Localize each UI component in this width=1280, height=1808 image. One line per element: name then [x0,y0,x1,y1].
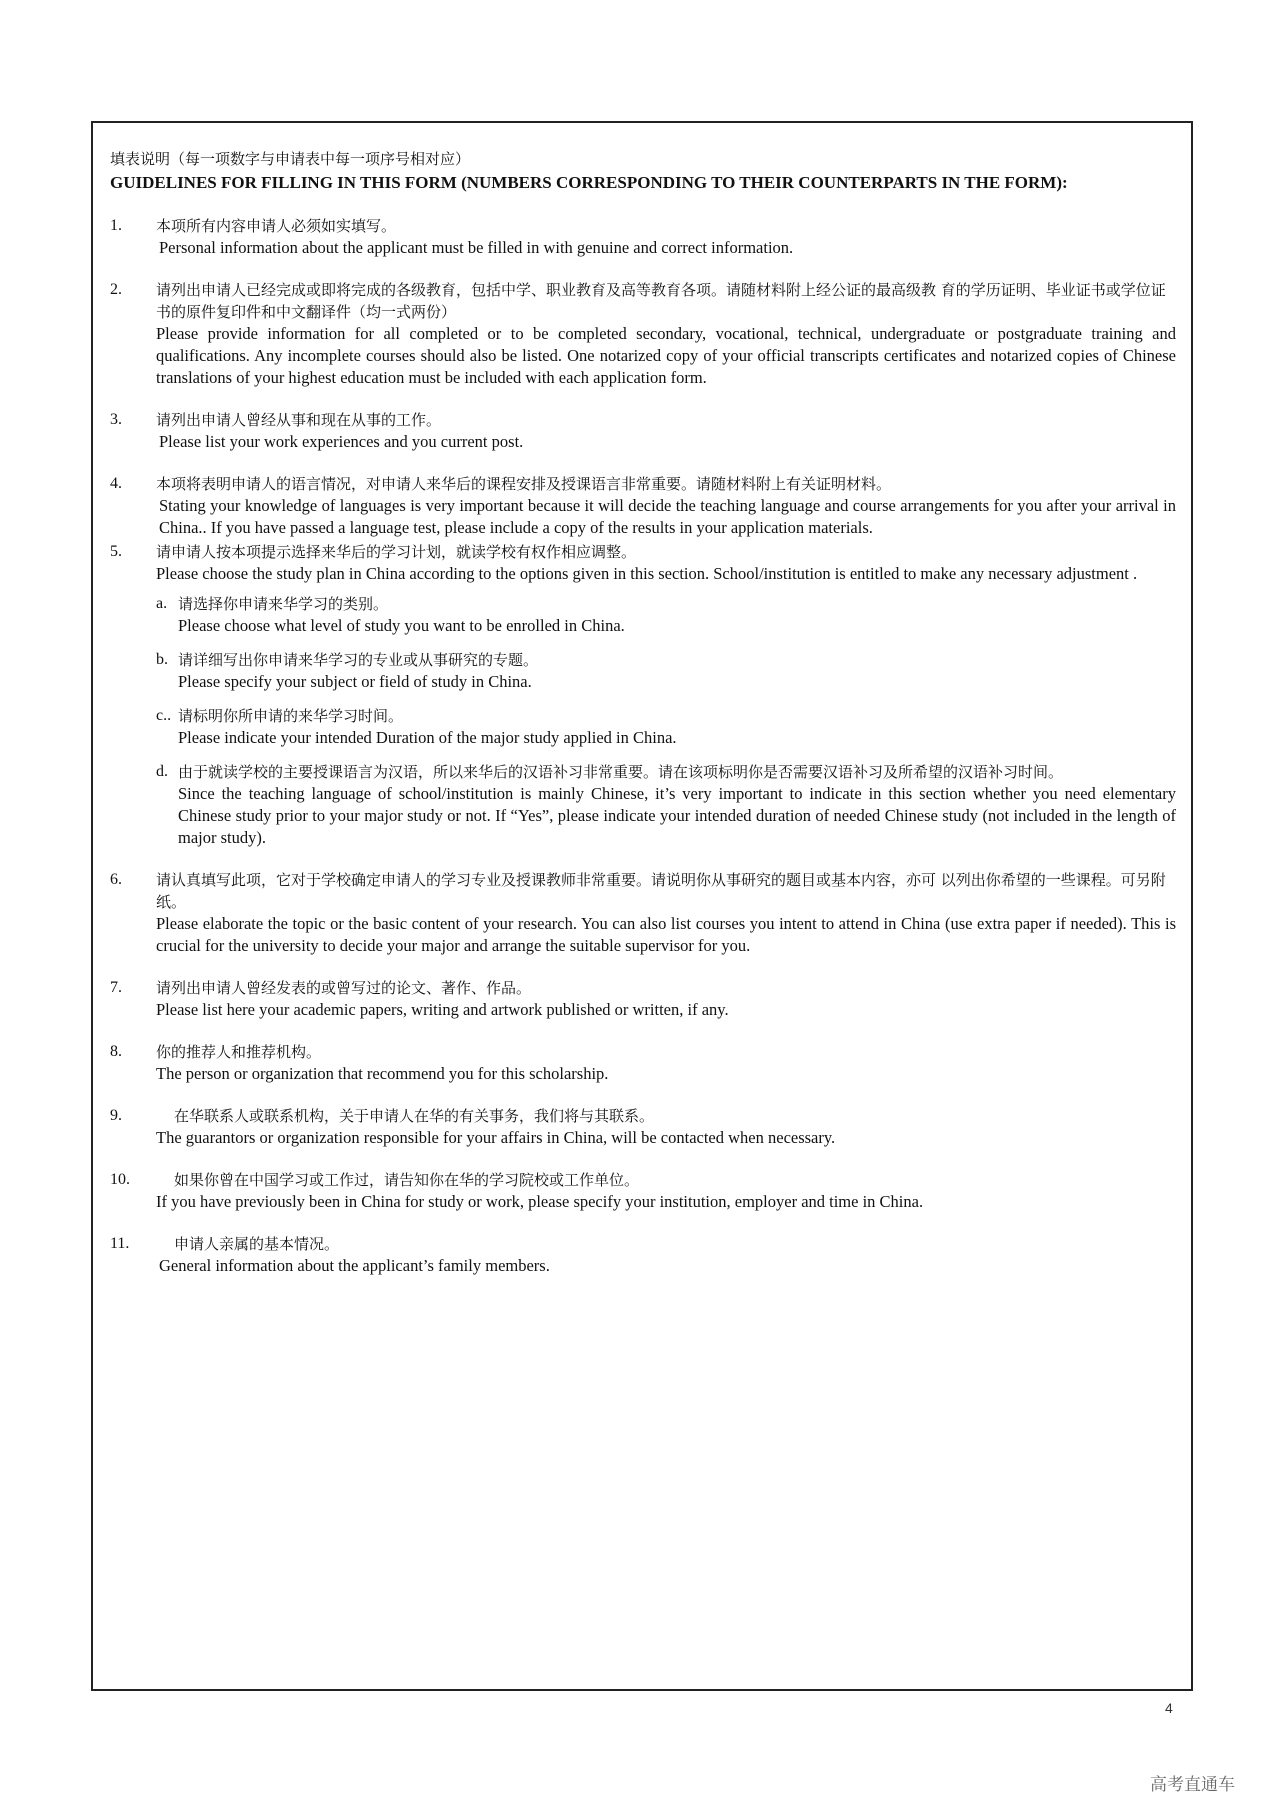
item-number: 11. [110,1235,130,1252]
item-text-cn: 本项所有内容申请人必须如实填写。 [156,217,397,235]
guideline-item-5 [110,541,1176,849]
item-text-cn: 请认真填写此项，它对于学校确定申请人的学习专业及授课教师非常重要。请说明你从事研究的题目或基本内容，亦可 以列出你希望的一些课程。可另附纸。 [156,871,1166,911]
item-number: 7. [110,979,122,996]
guidelines-frame [91,121,1193,1691]
item-text-cn: 请列出申请人已经完成或即将完成的各级教育，包括中学、职业教育及高等教育各项。请随材料附上经公证的最高级教 育的学历证明、毕业证书或学位证书的原件复印件和中文翻译件（均一式两份） [156,281,1166,321]
subitem-text-cn: 请详细写出你申请来华学习的专业或从事研究的专题。 [178,651,539,669]
item-text-en: The guarantors or organization responsible for your affairs in China, will be contacted when necessary. [156,1128,836,1147]
guideline-item-10 [110,1169,1176,1213]
subitem-c [156,705,1176,749]
item-number: 3. [110,411,122,428]
item-text-cn: 本项将表明申请人的语言情况，对申请人来华后的课程安排及授课语言非常重要。请随材料附上有关证明材料。 [156,475,892,493]
guideline-item-3 [110,409,1176,453]
watermark-text: 高考直通车 [1150,1775,1235,1795]
subitem-text-en: Please specify your subject or field of study in China. [178,672,532,691]
guideline-item-2 [110,279,1176,389]
item-number: 9. [110,1107,122,1124]
item-text-en: Please elaborate the topic or the basic content of your research. You can also list courses you intent to attend in China (use extra paper if needed). This is crucial for the university to decide your major and arrange the suitable supervisor for you. [156,914,1176,955]
item-text-en: Please choose the study plan in China according to the options given in this section. School/institution is entitled to make any necessary adjustment . [156,564,1138,583]
item-text-en: Please list here your academic papers, writing and artwork published or written, if any. [156,1000,729,1019]
subitem-a [156,593,1176,637]
subitem-text-en: Since the teaching language of school/institution is mainly Chinese, it’s very important to indicate in this section whether you need elementary Chinese study prior to your major study or not. If “Yes”, please indicate your intended duration of needed Chinese study (not included in the length of major study). [178,784,1176,847]
study-plan-subitems [156,593,1176,849]
item-text-en: Please list your work experiences and you current post. [159,432,524,451]
guidelines-title-cn: 填表说明（每一项数字与申请表中每一项序号相对应） [110,150,471,168]
guideline-item-1 [110,215,1176,259]
item-text-cn: 申请人亲属的基本情况。 [174,1235,340,1253]
item-number: 6. [110,871,122,888]
item-number: 1. [110,217,122,234]
item-number: 4. [110,475,122,492]
item-number: 5. [110,543,122,560]
item-text-cn: 请申请人按本项提示选择来华后的学习计划，就读学校有权作相应调整。 [156,543,637,561]
subitem-letter: d. [156,763,168,780]
item-text-cn: 在华联系人或联系机构，关于申请人在华的有关事务，我们将与其联系。 [174,1107,655,1125]
guideline-item-4 [110,473,1176,539]
subitem-letter: c.. [156,707,172,724]
item-text-en: If you have previously been in China for study or work, please specify your institution, employer and time in China. [156,1192,924,1211]
guidelines-title-en: GUIDELINES FOR FILLING IN THIS FORM (NUMBERS CORRESPONDING TO THEIR COUNTERPARTS IN THE FORM): [110,173,1068,192]
item-text-cn: 请列出申请人曾经从事和现在从事的工作。 [156,411,442,429]
item-number: 10. [110,1171,130,1188]
subitem-d [156,761,1176,849]
subitem-b [156,649,1176,693]
item-text-en: The person or organization that recommend you for this scholarship. [156,1064,609,1083]
guideline-item-6 [110,869,1176,957]
guidelines-content [110,149,1176,1297]
guideline-item-8 [110,1041,1176,1085]
item-text-en: General information about the applicant’s family members. [159,1256,550,1275]
subitem-letter: a. [156,595,168,612]
item-text-en: Please provide information for all completed or to be completed secondary, vocational, technical, undergraduate or postgraduate training and qualifications. Any incomplete courses should also be listed. One notarized copy of your official transcripts certificates and notarized copies of Chinese translations of your highest education must be included with each application form. [156,324,1176,387]
subitem-text-cn: 请选择你申请来华学习的类别。 [178,595,389,613]
subitem-text-cn: 由于就读学校的主要授课语言为汉语，所以来华后的汉语补习非常重要。请在该项标明你是否需要汉语补习及所希望的汉语补习时间。 [178,763,1064,781]
page-number: 4 [1165,1700,1173,1716]
subitem-text-cn: 请标明你所申请的来华学习时间。 [178,707,404,725]
guidelines-list [110,215,1176,1277]
item-text-en: Personal information about the applicant must be filled in with genuine and correct information. [159,238,794,257]
guideline-item-11 [110,1233,1176,1277]
item-text-cn: 请列出申请人曾经发表的或曾写过的论文、著作、作品。 [156,979,532,997]
guideline-item-9 [110,1105,1176,1149]
subitem-text-en: Please choose what level of study you want to be enrolled in China. [178,616,625,635]
subitem-text-en: Please indicate your intended Duration of the major study applied in China. [178,728,677,747]
item-text-en: Stating your knowledge of languages is very important because it will decide the teaching language and course arrangements for you after your arrival in China.. If you have passed a language test, please include a copy of the results in your application materials. [159,496,1176,537]
subitem-letter: b. [156,651,168,668]
guideline-item-7 [110,977,1176,1021]
item-number: 2. [110,281,122,298]
item-text-cn: 如果你曾在中国学习或工作过，请告知你在华的学习院校或工作单位。 [174,1171,640,1189]
item-text-cn: 你的推荐人和推荐机构。 [156,1043,322,1061]
item-number: 8. [110,1043,122,1060]
